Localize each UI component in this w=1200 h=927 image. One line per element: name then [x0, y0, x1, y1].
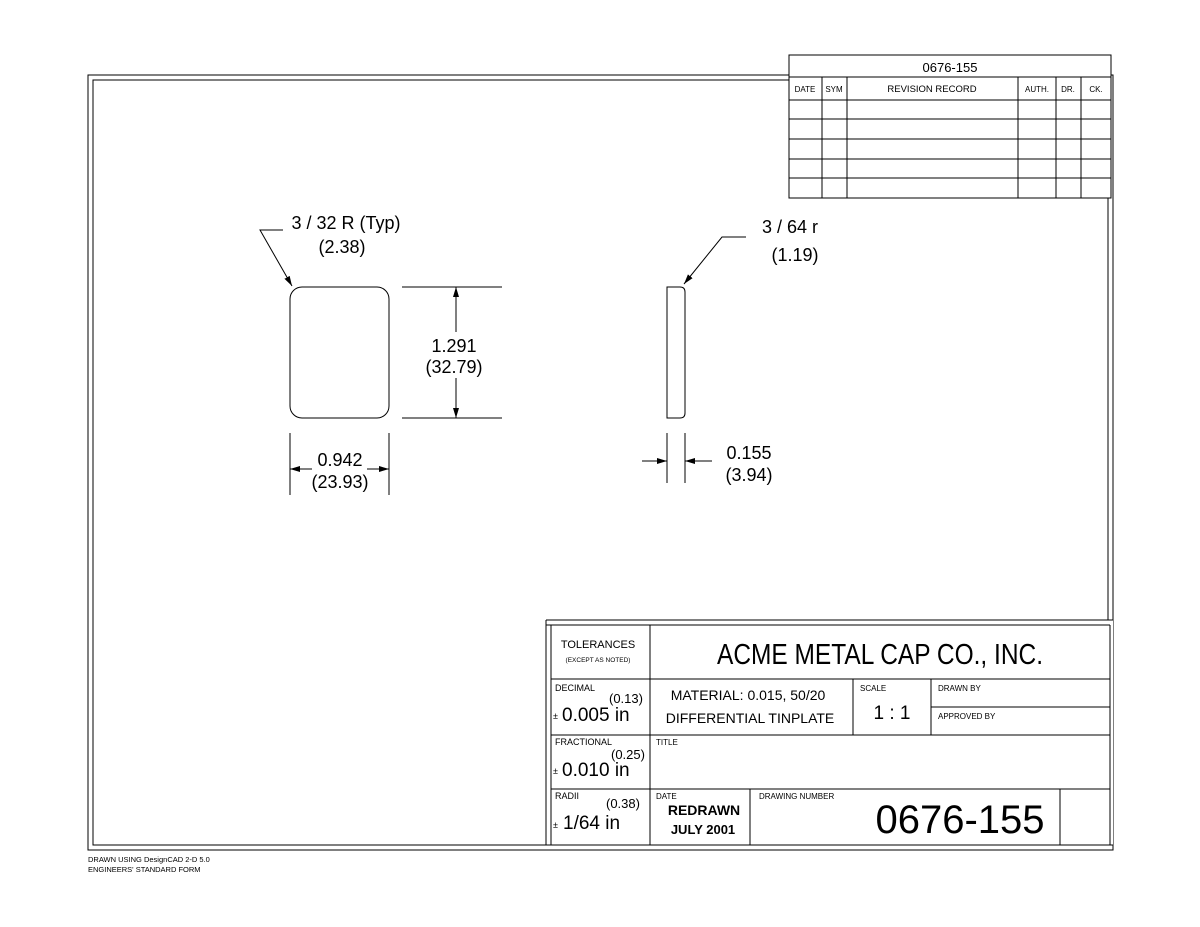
footer-line-2: ENGINEERS' STANDARD FORM	[88, 865, 201, 874]
rev-header-dr: DR.	[1061, 85, 1075, 94]
material-line-2: DIFFERENTIAL TINPLATE	[665, 710, 835, 726]
front-radius-metric: (2.38)	[318, 237, 366, 257]
decimal-plus-minus: ±	[553, 711, 558, 721]
decimal-metric: (0.13)	[609, 691, 643, 706]
rev-header-ck: CK.	[1089, 85, 1103, 94]
rev-header-record: REVISION RECORD	[887, 84, 977, 95]
front-view-outline	[290, 287, 389, 418]
radii-label: RADII	[555, 791, 580, 801]
decimal-label: DECIMAL	[555, 683, 596, 693]
side-view	[642, 217, 819, 485]
drawn-by-label: DRAWN BY	[938, 684, 981, 693]
radii-plus-minus: ±	[553, 820, 558, 830]
height-label: 1.291	[431, 336, 477, 356]
side-radius-metric: (1.19)	[771, 245, 819, 265]
title-block	[546, 620, 1113, 845]
scale-value: 1 : 1	[873, 703, 911, 724]
tolerances-label: TOLERANCES	[560, 639, 636, 651]
side-view-outline	[667, 287, 685, 418]
drawing-number-label: DRAWING NUMBER	[759, 792, 835, 801]
front-view	[260, 213, 502, 495]
width-metric: (23.93)	[311, 472, 369, 492]
revision-drawing-number: 0676-155	[922, 60, 978, 75]
rev-header-sym: SYM	[825, 85, 843, 94]
scale-label: SCALE	[860, 684, 887, 693]
title-label: TITLE	[656, 738, 678, 747]
date-line-2: JULY 2001	[670, 822, 736, 837]
thickness-label: 0.155	[726, 443, 772, 463]
thickness-metric: (3.94)	[725, 465, 773, 485]
date-line-1: REDRAWN	[667, 802, 741, 818]
radii-value: 1/64 in	[563, 813, 621, 834]
decimal-value: 0.005 in	[562, 705, 630, 726]
front-radius-label: 3 / 32 R (Typ)	[291, 213, 401, 233]
side-radius-leader	[684, 237, 746, 284]
rev-header-date: DATE	[794, 85, 816, 94]
radii-metric: (0.38)	[606, 796, 640, 811]
drawing-number: 0676-155	[875, 798, 1045, 842]
footer-line-1: DRAWN USING DesignCAD 2-D 5.0	[88, 855, 210, 864]
fractional-plus-minus: ±	[553, 766, 558, 776]
fractional-value: 0.010 in	[562, 760, 630, 781]
material-line-1: MATERIAL: 0.015, 50/20	[670, 687, 826, 703]
front-radius-leader	[260, 230, 292, 286]
date-label: DATE	[656, 792, 677, 801]
tolerances-note: (EXCEPT AS NOTED)	[565, 657, 631, 664]
revision-block	[789, 55, 1111, 198]
approved-by-label: APPROVED BY	[938, 712, 996, 721]
rev-header-auth: AUTH.	[1025, 85, 1049, 94]
width-label: 0.942	[317, 450, 363, 470]
company-name: ACME METAL CAP CO., INC.	[717, 639, 1043, 671]
fractional-label: FRACTIONAL	[555, 737, 613, 747]
side-radius-label: 3 / 64 r	[761, 217, 819, 237]
fractional-metric: (0.25)	[611, 747, 645, 762]
height-metric: (32.79)	[425, 357, 483, 377]
